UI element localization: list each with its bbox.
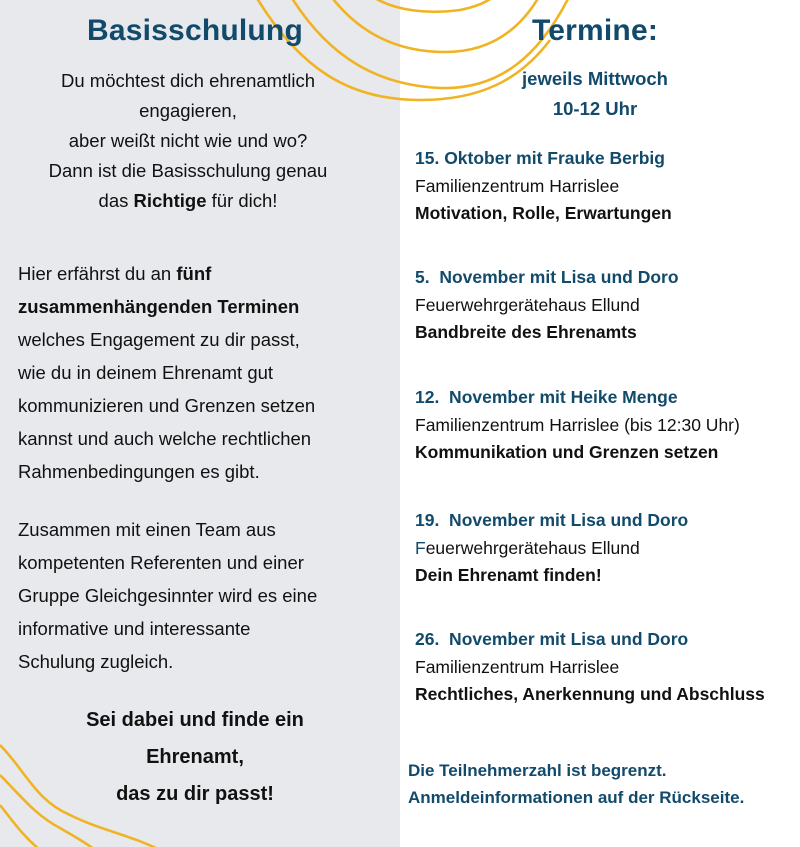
cta-line: Sei dabei und finde ein <box>86 709 304 731</box>
intro-line: aber weißt nicht wie und wo? <box>68 130 308 151</box>
intro-line: Dann ist die Basisschulung genau <box>48 160 328 181</box>
intro-text-fragment: für dich! <box>206 190 278 211</box>
place-first-letter: F <box>415 537 426 558</box>
intro-line <box>0 186 376 216</box>
paragraph-text-fragment: Hier erfährst du an <box>18 263 177 284</box>
session-item <box>415 626 795 709</box>
session-place: Familienzentrum Harrislee (bis 12:30 Uhr) <box>415 414 740 435</box>
weekday-label: jeweils Mittwoch <box>522 68 668 89</box>
description-paragraph <box>18 257 388 488</box>
note-line: Die Teilnehmerzahl ist begrenzt. <box>408 761 667 780</box>
session-item <box>415 264 795 347</box>
course-title: Basisschulung <box>87 14 303 47</box>
paragraph-line: kommunizieren und Grenzen setzen <box>18 395 316 416</box>
paragraph-line: Rahmenbedingungen es gibt. <box>18 461 260 482</box>
registration-note <box>408 757 798 811</box>
paragraph-line: Gruppe Gleichgesinnter wird es eine <box>18 585 318 606</box>
session-item <box>415 145 795 228</box>
session-place <box>415 535 795 563</box>
session-place: Feuerwehrgerätehaus Ellund <box>415 294 640 315</box>
paragraph-line: kannst und auch welche rechtlichen <box>18 428 312 449</box>
schedule-subtitle <box>400 64 790 124</box>
intro-line: engagieren, <box>139 100 237 121</box>
note-line: Anmeldeinformationen auf der Rückseite. <box>408 788 745 807</box>
session-date: 12. November mit Heike Menge <box>415 387 678 407</box>
place-rest: euerwehrgerätehaus Ellund <box>425 537 640 558</box>
session-topic: Kommunikation und Grenzen setzen <box>415 442 719 462</box>
paragraph-line: welches Engagement zu dir passt, <box>18 329 300 350</box>
session-place: Familienzentrum Harrislee <box>415 175 620 196</box>
intro-emphasis: Richtige <box>133 190 207 211</box>
session-date: 5. November mit Lisa und Doro <box>415 267 679 287</box>
paragraph-line <box>18 257 388 290</box>
paragraph-line: Zusammen mit einen Team aus <box>18 519 276 540</box>
session-topic: Rechtliches, Anerkennung und Abschluss <box>415 684 765 704</box>
paragraph-line: Schulung zugleich. <box>18 651 174 672</box>
session-date: 26. November mit Lisa und Doro <box>415 629 689 649</box>
intro-text <box>0 66 376 216</box>
paragraph-line: informative und interessante <box>18 618 251 639</box>
paragraph-line: kompetenten Referenten und einer <box>18 552 304 573</box>
cta-line: Ehrenamt, <box>146 746 244 768</box>
paragraph-emphasis: fünf <box>176 263 212 284</box>
team-paragraph <box>18 513 388 678</box>
session-topic: Bandbreite des Ehrenamts <box>415 322 637 342</box>
time-label: 10-12 Uhr <box>552 98 638 119</box>
intro-text-fragment: das <box>98 190 134 211</box>
session-item <box>415 507 795 590</box>
session-topic: Motivation, Rolle, Erwartungen <box>415 203 672 223</box>
call-to-action <box>0 702 390 813</box>
intro-line: Du möchtest dich ehrenamtlich <box>61 70 315 91</box>
session-date: 19. November mit Lisa und Doro <box>415 510 689 530</box>
session-date: 15. Oktober mit Frauke Berbig <box>415 148 665 168</box>
schedule-title: Termine: <box>531 14 659 47</box>
session-place: Familienzentrum Harrislee <box>415 656 620 677</box>
session-item <box>415 384 795 467</box>
paragraph-line: wie du in deinem Ehrenamt gut <box>18 362 274 383</box>
cta-line: das zu dir passt! <box>116 783 274 805</box>
session-topic: Dein Ehrenamt finden! <box>415 565 602 585</box>
paragraph-line: zusammenhängenden Terminen <box>18 296 300 317</box>
